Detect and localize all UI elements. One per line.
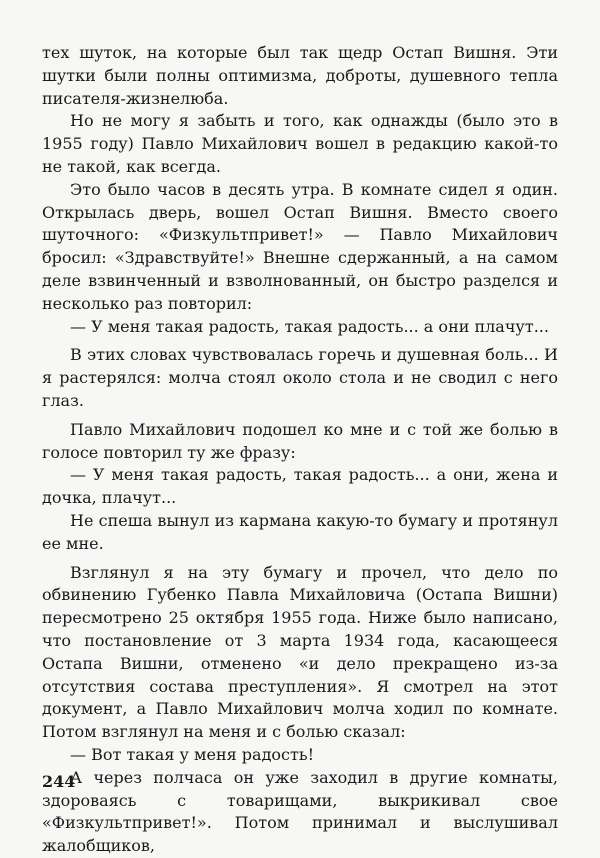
paragraph-9: Взглянул я на эту бумагу и прочел, что дело по обвинению Губенко Павла Михайловича (Остапа Вишни) пересмотрено 25 октября 1955 года. Ниже было написано, что постановление от 3 марта 1934 года, касающееся Остапа Вишни, отменено «и дело прекращено из-за отсутствия состава преступления». Я смотрел на этот документ, а Павло Михайлович молча ходил по комнате. Потом взглянул на меня и с болью сказал:: [42, 562, 558, 742]
paragraph-1: тех шуток, на которые был так щедр Остап Вишня. Эти шутки были полны оптимизма, доброты, душевного тепла писателя-жизнелюба.: [42, 43, 558, 108]
page-number: 244: [42, 772, 76, 791]
paragraph-11: А через полчаса он уже заходил в другие комнаты, здороваясь с товарищами, выкрикивал свое «Физкультпривет!». Потом принимал и выслушивал жалобщиков,: [42, 767, 558, 856]
paragraph-2: Но не могу я забыть и того, как однажды (было это в 1955 году) Павло Михайлович вошел в редакцию какой-то не такой, как всегда.: [42, 111, 558, 176]
paragraph-6: Павло Михайлович подошел ко мне и с той же болью в голосе повторил ту же фразу:: [42, 419, 558, 462]
paragraph-3: Это было часов в десять утра. В комнате сидел я один. Открылась дверь, вошел Остап Вишня. Вместо своего шуточного: «Физкультпривет!» — Павло Михайлович бросил: «Здравствуйте!» Внешне сдержанный, а на самом деле взвинченный и взволнованный, он быстро разделся и несколько раз повторил:: [42, 179, 558, 313]
paragraph-4-quote: — У меня такая радость, такая радость... а они плачут...: [70, 316, 549, 336]
paragraph-7-quote: — У меня такая радость, такая радость... а они, жена и дочка, плачут...: [42, 465, 558, 508]
paragraph-10-quote: — Вот такая у меня радость!: [70, 744, 314, 764]
page-body: [42, 42, 558, 858]
paragraph-8: Не спеша вынул из кармана какую-то бумагу и протянул ее мне.: [42, 510, 558, 553]
paragraph-5: В этих словах чувствовалась горечь и душевная боль... И я растерялся: молча стоял около стола и не сводил с него глаз.: [42, 345, 558, 410]
